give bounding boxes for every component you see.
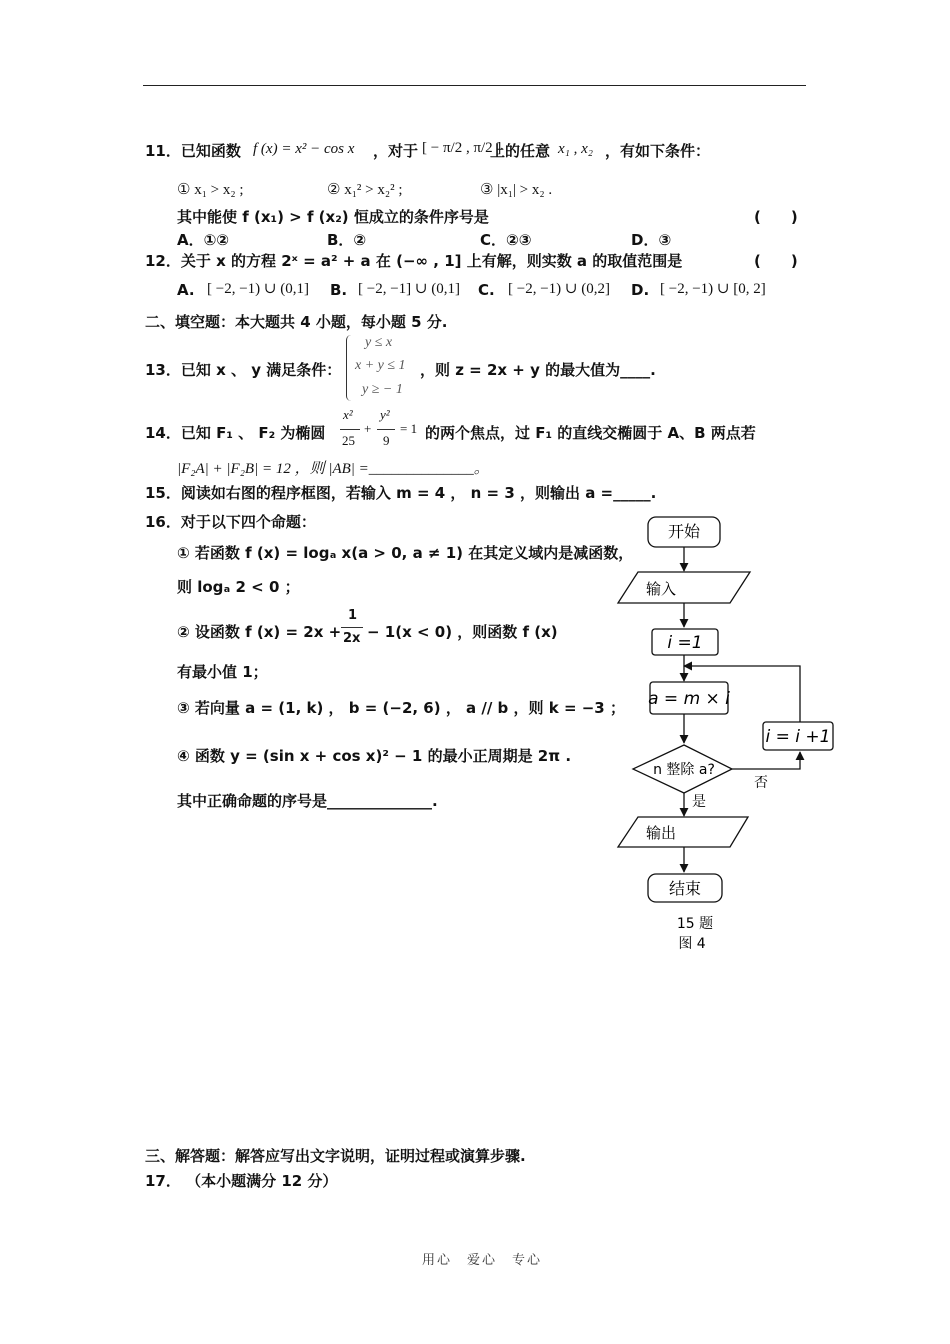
flow-init-label: i =1 [667,633,703,653]
flow-decision-label: n 整除 a? [653,762,715,778]
q12-answer-paren: ( ) [754,252,798,270]
q14-stem-b: 的两个焦点，过 F₁ 的直线交椭圆于 A、B 两点若 [425,424,756,442]
q11-stem-c: 上的任意 [490,142,551,160]
q11-option-a: A．①② [177,231,230,249]
q11-stem-d: ，有如下条件： [605,142,711,160]
q16-prop2-fraction-bar [341,627,363,628]
q14-fraction-bar1 [340,429,360,430]
q11-option-b: B．② [327,231,367,249]
q12-stem: 12．关于 x 的方程 2ˣ = a² + a 在 (−∞ , 1] 上有解，则实数 a 的取值范围是 [145,252,683,270]
q12-option-d-label: D. [631,281,650,299]
q11-function: f (x) = x² − cos x [253,141,355,157]
q11-vars: x₁ , x₂ [558,141,593,157]
q13-system-brace [346,335,351,401]
flow-output-label: 输出 [646,824,677,842]
q11-cond2: ② x₁² > x₂² ; [327,182,403,198]
q16-prop2-a: ② 设函数 f (x) = 2x + [177,623,342,641]
flow-end-label: 结束 [668,879,702,898]
q11-answer-paren: ( ) [754,208,798,226]
q13-system-line2: x + y ≤ 1 [355,358,406,373]
flow-yes-label: 是 [692,794,706,810]
q12-option-a-label: A. [177,281,195,299]
q14-ellipse-den2: 9 [383,433,390,448]
q12-option-c: [ −2, −1) ∪ (0,2] [508,281,610,297]
q14-ellipse-den1: 25 [342,433,355,448]
flowchart-figure [600,505,850,965]
q16-prop3: ③ 若向量 a = (1, k) ， b = (−2, 6) ， a // b ，则 k = −3 ； [177,699,625,717]
q16-prop1-b: 则 logₐ 2 < 0 ； [177,578,300,596]
q14-eq1: = 1 [400,421,418,436]
flow-input-label: 输入 [646,580,677,598]
section-3-heading: 三、解答题：解答应写出文字说明，证明过程或演算步骤. [145,1147,526,1165]
q12-option-b-label: B. [330,281,348,299]
q13-system-line3: y ≥ − 1 [362,382,403,397]
q14-ellipse-num2: y² [380,407,390,422]
q11-cond1: ① x₁ > x₂ ; [177,182,244,198]
flow-caption-problem: 15 题 [676,916,714,932]
q11-interval: [ − π/2 , π/2 ] [422,140,502,156]
q12-option-d: [ −2, −1) ∪ [0, 2] [660,281,766,297]
q14-ellipse-num1: x² [343,407,353,422]
section-2-heading: 二、填空题：本大题共 4 小题，每小题 5 分. [145,313,448,331]
q16-prop4: ④ 函数 y = (sin x + cos x)² − 1 的最小正周期是 2π . [177,747,572,765]
q11-stem-b: ，对于 [373,142,419,160]
q14-line2: |F₂A| + |F₂B| = 12 ，则 |AB| =______________。 [177,461,489,477]
q11-ask: 其中能使 f (x₁) > f (x₂) 恒成立的条件序号是 [177,208,489,226]
q16-ask: 其中正确命题的序号是______________. [177,792,438,810]
q12-option-b: [ −2, −1] ∪ (0,1] [358,281,460,297]
q11-option-c: C．②③ [480,231,532,249]
q13-stem-a: 13．已知 x 、 y 满足条件： [145,361,342,379]
q14-fraction-bar2 [377,429,395,430]
q15-stem: 15．阅读如右图的程序框图，若输入 m = 4 ， n = 3 ，则输出 a =_____. [145,484,657,502]
flow-start-label: 开始 [667,522,701,541]
q11-stem-a: 11．已知函数 [145,142,241,160]
q16-prop1-a: ① 若函数 f (x) = logₐ x(a > 0, a ≠ 1) 在其定义域内是减函数， [177,544,634,562]
flow-assign-label: a = m × i [648,689,730,709]
q16-prop2-b: − 1(x < 0) ，则函数 f (x) [367,623,558,641]
q12-option-c-label: C. [478,281,495,299]
q16-prop2-num: 1 [348,608,358,623]
flow-output-box [618,817,748,847]
q11-cond3: ③ |x₁| > x₂ . [480,182,553,198]
flow-no-label: 否 [754,775,768,791]
page-footer: 用心 爱心 专心 [422,1253,543,1268]
q16-prop2-c: 有最小值 1； [177,663,268,681]
q16-stem: 16．对于以下四个命题： [145,513,316,531]
q14-stem-a: 14．已知 F₁ 、 F₂ 为椭圆 [145,424,326,442]
flow-caption-figure: 图 4 [678,936,706,952]
q13-stem-b: ，则 z = 2x + y 的最大值为____. [420,361,656,379]
q16-prop2-den: 2x [343,631,361,646]
flow-input-box [618,572,750,603]
q12-option-a: [ −2, −1) ∪ (0,1] [207,281,309,297]
q13-system-line1: y ≤ x [365,335,393,350]
q11-option-d: D．③ [631,231,672,249]
flow-incr-label: i = i +1 [765,727,831,747]
q14-plus: + [364,421,372,436]
header-rule [143,85,806,86]
q17-stem: 17． （本小题满分 12 分） [145,1172,338,1190]
